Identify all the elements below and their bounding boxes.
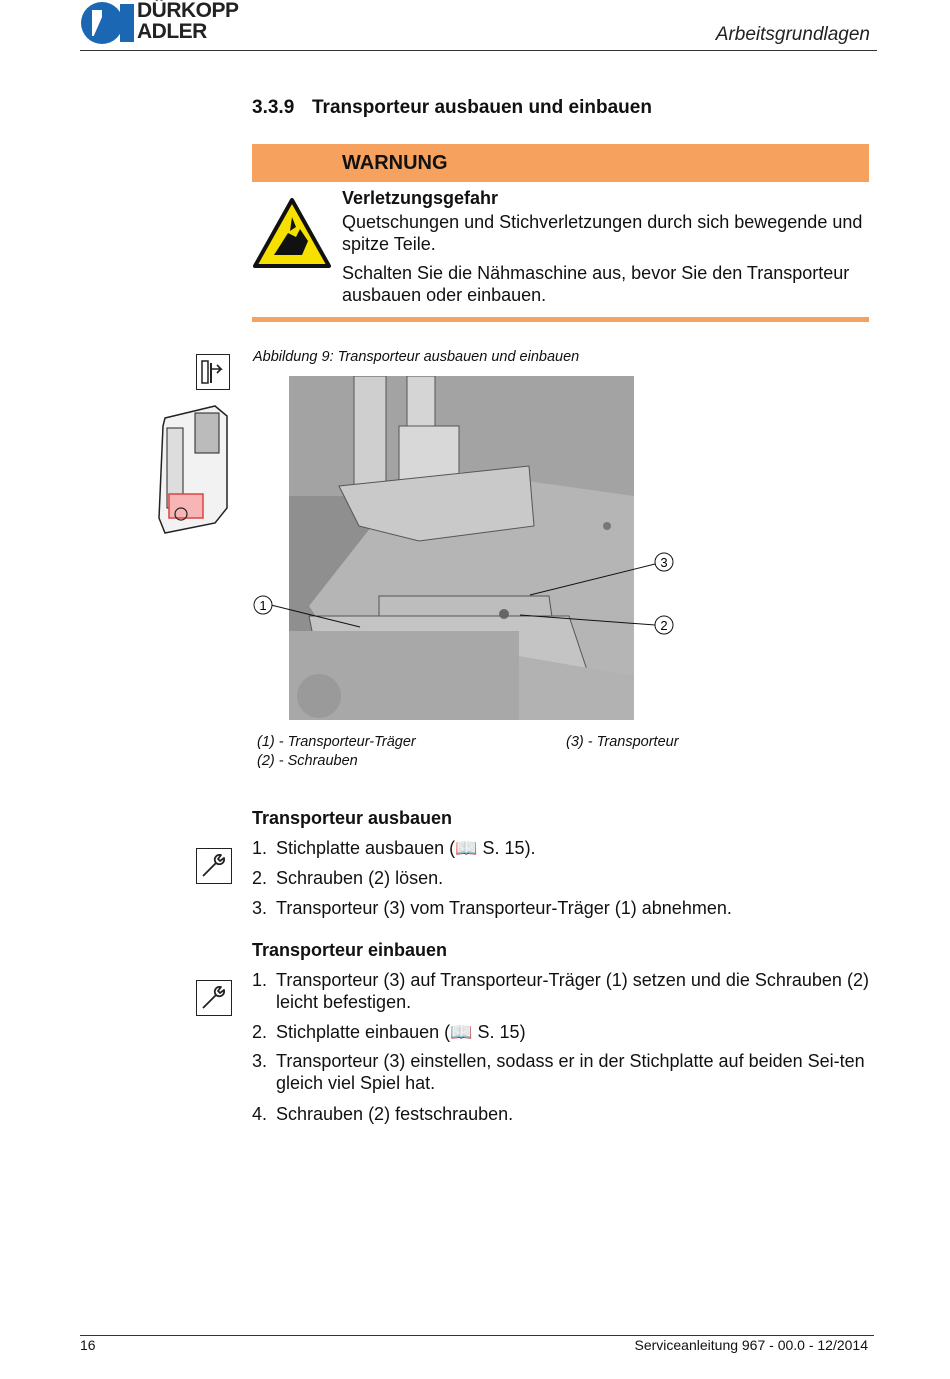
removal-heading: Transporteur ausbauen	[252, 808, 453, 828]
callout-3	[655, 553, 673, 571]
wrench-icon-box	[196, 980, 232, 1016]
footer-rule	[80, 1335, 874, 1336]
section-title: Transporteur ausbauen und einbauen	[312, 97, 652, 118]
document-reference: Serviceanleitung 967 - 00.0 - 12/2014	[634, 1337, 868, 1353]
figure-pointer-icon	[197, 355, 228, 388]
warning-label: WARNUNG	[342, 152, 448, 174]
info-figure-icon	[196, 354, 230, 390]
callout-2	[655, 616, 673, 634]
removal-step: 2. Schrauben (2) lösen.	[252, 868, 444, 888]
warning-bottom-rule	[252, 317, 869, 322]
installation-step: 1. Transporteur (3) auf Transporteur-Träger (1) setzen und die Schrauben (2) leicht befestigen.	[252, 970, 869, 1012]
header-rule	[80, 50, 877, 51]
wrench-icon	[197, 849, 230, 882]
legend-item: (1) - Transporteur-Träger	[257, 734, 416, 750]
legend-item: (3) - Transporteur	[566, 734, 679, 750]
transporteur-assembly-illustration	[289, 376, 634, 720]
installation-step: 2. Stichplatte einbauen (📖 S. 15)	[252, 1022, 526, 1042]
wrench-icon	[197, 981, 230, 1014]
installation-step: 3. Transporteur (3) einstellen, sodass er in der Stichplatte auf beiden Sei-ten gleich viel Spiel hat.	[252, 1051, 865, 1093]
logo-wordmark	[137, 0, 239, 42]
callout-1	[254, 596, 272, 614]
page-number: 16	[80, 1337, 96, 1353]
hand-crush-warning-icon	[252, 197, 332, 269]
logo-line2: ADLER	[137, 20, 207, 43]
figure-caption: Abbildung 9: Transporteur ausbauen und einbauen	[253, 349, 580, 365]
callout-3-label: 3	[660, 555, 668, 570]
sewing-machine-overview-icon	[155, 398, 237, 538]
callout-2-label: 2	[660, 618, 668, 633]
logo-line1: DÜRKOPP	[137, 0, 239, 22]
warning-text-action: Schalten Sie die Nähmaschine aus, bevor Sie den Transporteur ausbauen oder einbauen.	[342, 263, 850, 305]
warning-text-hazard: Quetschungen und Stichverletzungen durch sich bewegende und spitze Teile.	[342, 212, 863, 254]
figure-callouts	[250, 550, 680, 640]
section-heading	[252, 97, 652, 119]
warning-heading: Verletzungsgefahr	[342, 188, 499, 208]
installation-step: 4. Schrauben (2) festschrauben.	[252, 1104, 514, 1124]
legend-item: (2) - Schrauben	[257, 753, 358, 769]
section-number: 3.3.9	[252, 97, 295, 118]
callout-1-label: 1	[259, 598, 267, 613]
header-title: Arbeitsgrundlagen	[715, 24, 870, 45]
wrench-icon-box	[196, 848, 232, 884]
removal-step: 1. Stichplatte ausbauen (📖 S. 15).	[252, 838, 536, 858]
installation-heading: Transporteur einbauen	[252, 940, 448, 960]
removal-step: 3. Transporteur (3) vom Transporteur-Träger (1) abnehmen.	[252, 898, 732, 918]
